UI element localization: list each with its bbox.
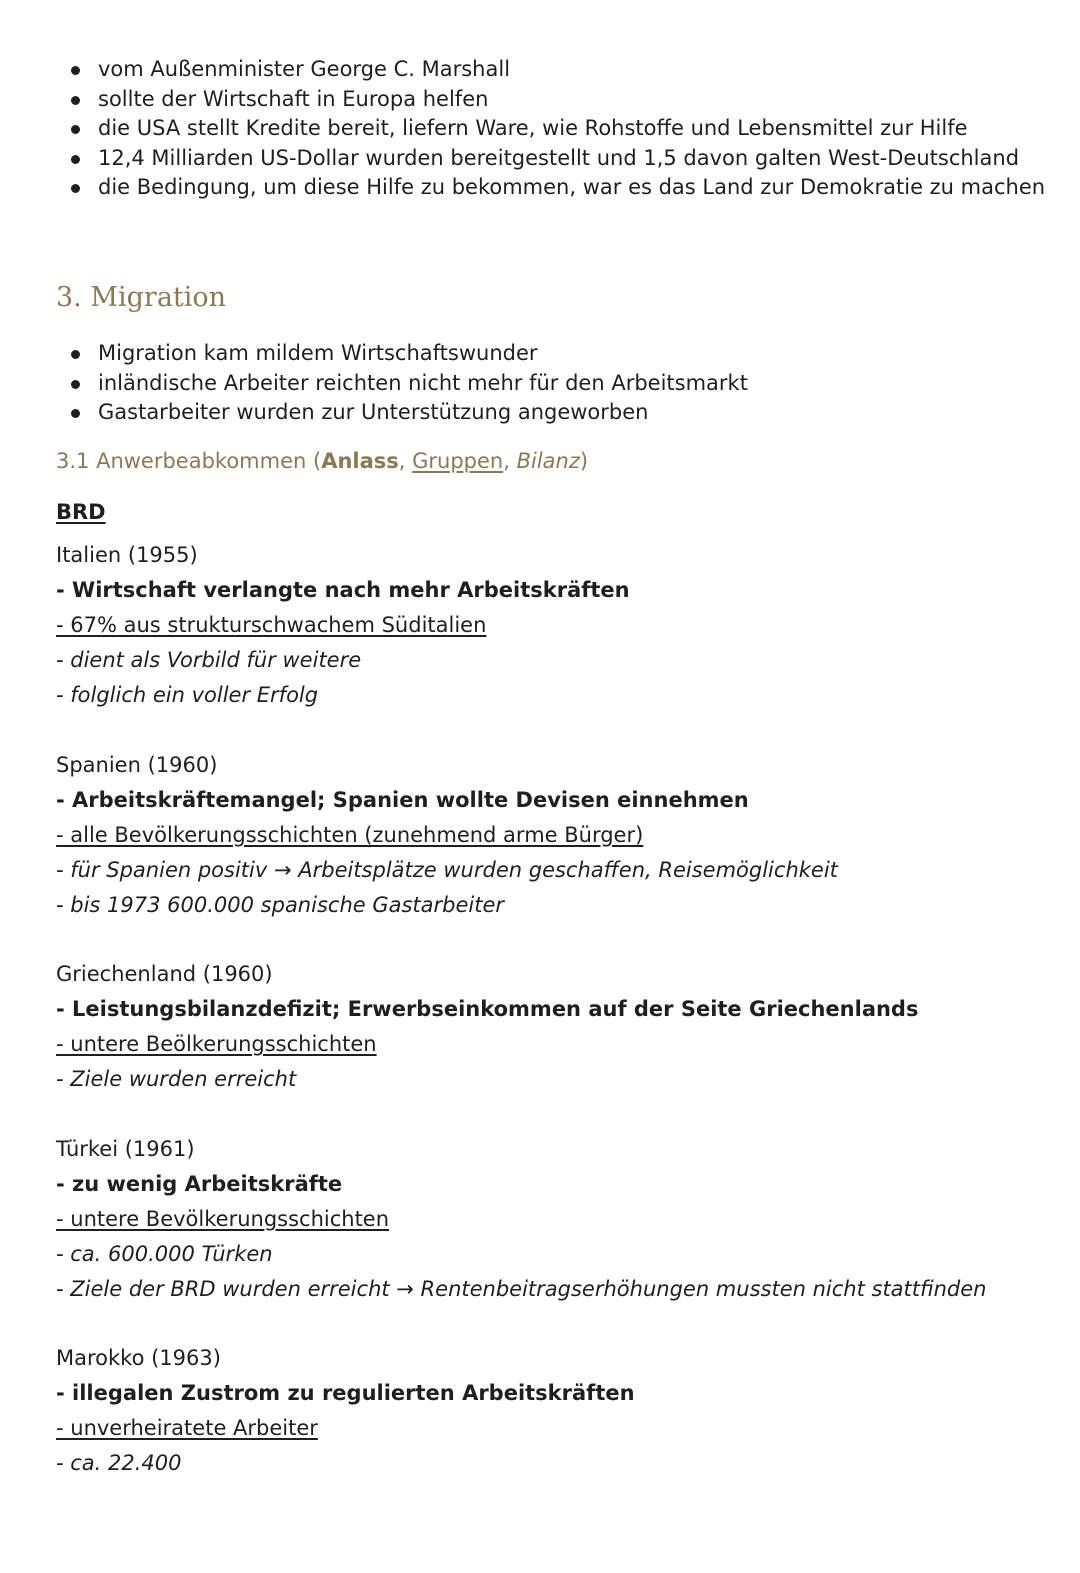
- list-item: sollte der Wirtschaft in Europa helfen: [70, 85, 1045, 115]
- list-item: die Bedingung, um diese Hilfe zu bekommen, war es das Land zur Demokratie zu machen: [70, 173, 1045, 203]
- country-label-brd: BRD: [56, 500, 106, 524]
- agreement-entry-spanien: [56, 748, 838, 923]
- entry-anlass: - Wirtschaft verlangte nach mehr Arbeitskräften: [56, 578, 630, 602]
- entry-title: Marokko (1963): [56, 1346, 221, 1370]
- agreement-entry-italien: [56, 538, 630, 713]
- agreement-entry-tuerkei: [56, 1132, 986, 1307]
- entry-gruppen: - 67% aus strukturschwachem Süditalien: [56, 613, 487, 637]
- entry-bilanz: - bis 1973 600.000 spanische Gastarbeiter: [56, 893, 505, 917]
- entry-gruppen: - alle Bevölkerungsschichten (zunehmend arme Bürger): [56, 823, 644, 847]
- entry-bilanz: - ca. 22.400: [56, 1451, 182, 1475]
- entry-gruppen: - untere Beölkerungsschichten: [56, 1032, 377, 1056]
- entry-anlass: - Leistungsbilanzdefizit; Erwerbseinkommen auf der Seite Griechenlands: [56, 997, 919, 1021]
- list-item: vom Außenminister George C. Marshall: [70, 55, 1045, 85]
- list-item: die USA stellt Kredite bereit, liefern Ware, wie Rohstoffe und Lebensmittel zur Hilfe: [70, 114, 1045, 144]
- marshall-plan-list: [70, 55, 1045, 203]
- agreement-entry-marokko: [56, 1341, 635, 1481]
- list-item: 12,4 Milliarden US-Dollar wurden bereitgestellt und 1,5 davon galten West-Deutschland: [70, 144, 1045, 174]
- section-heading-migration: 3. Migration: [56, 282, 227, 313]
- subheading-separator: ,: [503, 449, 517, 473]
- agreement-entry-griechenland: [56, 957, 918, 1097]
- entry-bilanz: - dient als Vorbild für weitere: [56, 648, 362, 672]
- subheading-prefix: 3.1 Anwerbeabkommen (: [56, 449, 322, 473]
- subheading-separator: ,: [398, 449, 413, 473]
- entry-anlass: - Arbeitskräftemangel; Spanien wollte Devisen einnehmen: [56, 788, 749, 812]
- entry-gruppen: - untere Bevölkerungsschichten: [56, 1207, 390, 1231]
- subheading-suffix: ): [579, 449, 589, 473]
- entry-bilanz: - folglich ein voller Erfolg: [56, 683, 319, 707]
- list-item: Migration kam mildem Wirtschaftswunder: [70, 339, 748, 369]
- subheading-gruppen: Gruppen: [412, 449, 504, 473]
- migration-list: [70, 339, 748, 428]
- entry-gruppen: - unverheiratete Arbeiter: [56, 1416, 318, 1440]
- entry-bilanz: - für Spanien positiv → Arbeitsplätze wurden geschaffen, Reisemöglichkeit: [56, 858, 838, 882]
- entry-title: Türkei (1961): [56, 1137, 195, 1161]
- entry-title: Italien (1955): [56, 543, 198, 567]
- subsection-heading-anwerbeabkommen: [56, 449, 588, 473]
- entry-bilanz: - Ziele der BRD wurden erreicht → Rentenbeitragserhöhungen mussten nicht stattfinden: [56, 1277, 987, 1301]
- entry-anlass: - zu wenig Arbeitskräfte: [56, 1172, 343, 1196]
- entry-anlass: - illegalen Zustrom zu regulierten Arbeitskräften: [56, 1381, 635, 1405]
- entry-title: Griechenland (1960): [56, 962, 273, 986]
- list-item: Gastarbeiter wurden zur Unterstützung angeworben: [70, 398, 748, 428]
- subheading-bilanz: Bilanz: [516, 449, 580, 473]
- list-item: inländische Arbeiter reichten nicht mehr für den Arbeitsmarkt: [70, 369, 748, 399]
- entry-bilanz: - Ziele wurden erreicht: [56, 1067, 297, 1091]
- subheading-anlass: Anlass: [321, 449, 399, 473]
- entry-title: Spanien (1960): [56, 753, 218, 777]
- entry-bilanz: - ca. 600.000 Türken: [56, 1242, 273, 1266]
